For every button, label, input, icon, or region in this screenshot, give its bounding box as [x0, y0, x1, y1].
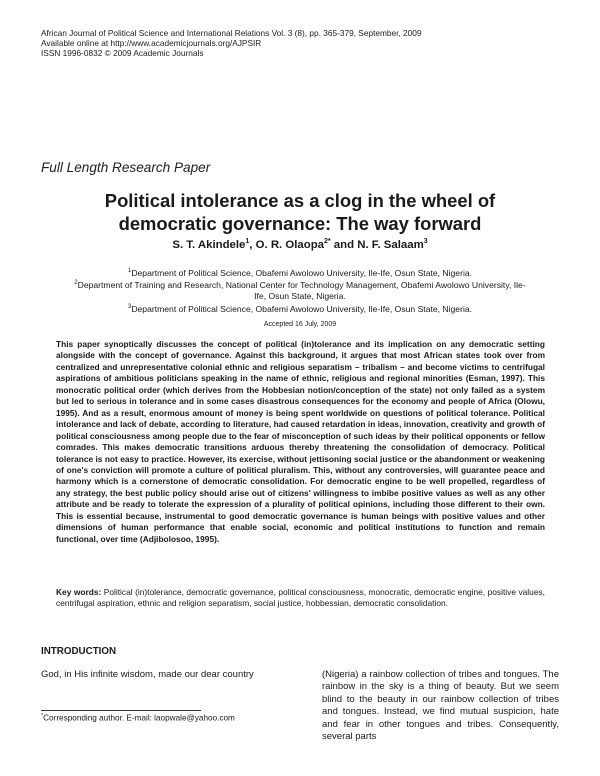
title-line-2: democratic governance: The way forward: [118, 213, 482, 234]
affiliation-mark: 2: [74, 280, 78, 286]
accepted-date: Accepted 16 July, 2009: [263, 321, 337, 328]
author-affiliation-mark: 1: [245, 238, 250, 245]
journal-citation: African Journal of Political Science and International Relations Vol. 3 (8), pp. 365-379, September, 2009: [41, 28, 422, 38]
affiliation-3: [40, 302, 560, 315]
abstract: This paper synoptically discusses the concept of political (in)tolerance and its implication on any democratic setting alongside with the concept of governance. Against this background, it argues that most African states took over from centralized and unrepresentative colonial ethnic and religious separatism – tribalism – and become victims to centrifugal aspirations of ambitious politicians speaking in the name of ethnic, religious and regional minorities (Esman, 1997). This monocratic political order (which derives from the Hobbesian notion/conception of the state) not only failed as a system but led to serious in tolerance and in some cases disastrous consequences for the economy and people of Africa (Olowu, 1995). And as a result, enormous amount of money is being spent worldwide on questions of political tolerance. Political intolerance and lack of debate, according to literature, had caused retardation in ideas, innovation, creativity and growth of political consciousness among people due to the fear of misconception of such ideas by their political opponents or fellow comrades. This makes democratic transitions arduous thereby threatening the consolidation of democracy. Political tolerance is not easy to practice. However, its exercise, without jettisoning social justice or the abandonment or weakening of one's conviction will promote a culture of political pluralism. This, without any controversies, will guarantee peace and harmony which is a cornerstone of democratic consolidation. For democratic engine to be well propelled, regardless of any strategy, the best public policy should arise out of citizens' willingness to imbibe positive values as well as any other attribute and be ready to tolerate the expression of a plurality of political opinions, including those different to their own. This is essential because, instrumental to good democratic governance is human beings with positive values and other dimensions of human performance that enable social, economic and political institutions to function and remain functional, over time (Adjibolosoo, 1995).: [56, 339, 545, 544]
affiliation-text: Department of Political Science, Obafemi Awolowo University, Ile-Ife, Osun State, Nigeria.: [131, 303, 473, 314]
footnote-text: Corresponding author. E-mail: laopwale@yahoo.com: [43, 713, 235, 723]
author-affiliation-mark: 3: [423, 238, 428, 245]
footnote-mark: *: [41, 713, 44, 719]
keywords: [56, 587, 545, 609]
keywords-label: Key words:: [56, 587, 102, 597]
footnote-rule: [41, 710, 201, 711]
paper-type: Full Length Research Paper: [41, 160, 211, 175]
online-availability: Available online at http://www.academicjournals.org/AJPSIR: [41, 38, 262, 48]
section-heading-introduction: INTRODUCTION: [41, 646, 117, 657]
author-name: O. R. Olaopa: [255, 238, 324, 251]
author-name: N. F. Salaam: [357, 238, 424, 251]
author-separator: and: [330, 238, 358, 251]
affiliation-text-continued: Ife, Osun State, Nigeria.: [254, 290, 346, 301]
corresponding-author-footnote: [41, 713, 235, 723]
affiliation-text: Department of Political Science, Obafemi Awolowo University, Ile-Ife, Osun State, Nigeria.: [131, 267, 473, 278]
affiliation-1: [40, 266, 560, 279]
intro-left-column: God, in His infinite wisdom, made our dear country: [41, 669, 254, 680]
title-line-1: Political intolerance as a clog in the wheel of: [104, 190, 496, 211]
affiliation-2: [40, 278, 560, 302]
keywords-text: Political (in)tolerance, democratic governance, political consciousness, monocratic, democratic engine, positive values, centrifugal aspiration, ethnic and religion separatism, social justice, hobbessian, democratic consolidation.: [56, 587, 545, 608]
author-name: S. T. Akindele: [172, 238, 246, 251]
author-affiliation-mark: 2*: [324, 238, 331, 245]
affiliation-text: Department of Training and Research, National Center for Technology Management, Obafemi Awolowo University, Ile-: [77, 279, 526, 290]
issn-line: ISSN 1996-0832 © 2009 Academic Journals: [41, 48, 204, 58]
affiliation-mark: 1: [127, 268, 132, 274]
affiliation-mark: 3: [127, 304, 132, 310]
author-list: [40, 238, 560, 251]
author-separator: ,: [249, 238, 256, 251]
paper-title: [40, 189, 560, 235]
intro-right-column: (Nigeria) a rainbow collection of tribes and tongues. The rainbow in the sky is a thing of beauty. But we seem blind to the beauty in our rainbow collection of tribes and tongues. Instead, we find mutual suspicion, hate and fear in other tongues and tribes. Consequently, several parts: [322, 669, 559, 743]
